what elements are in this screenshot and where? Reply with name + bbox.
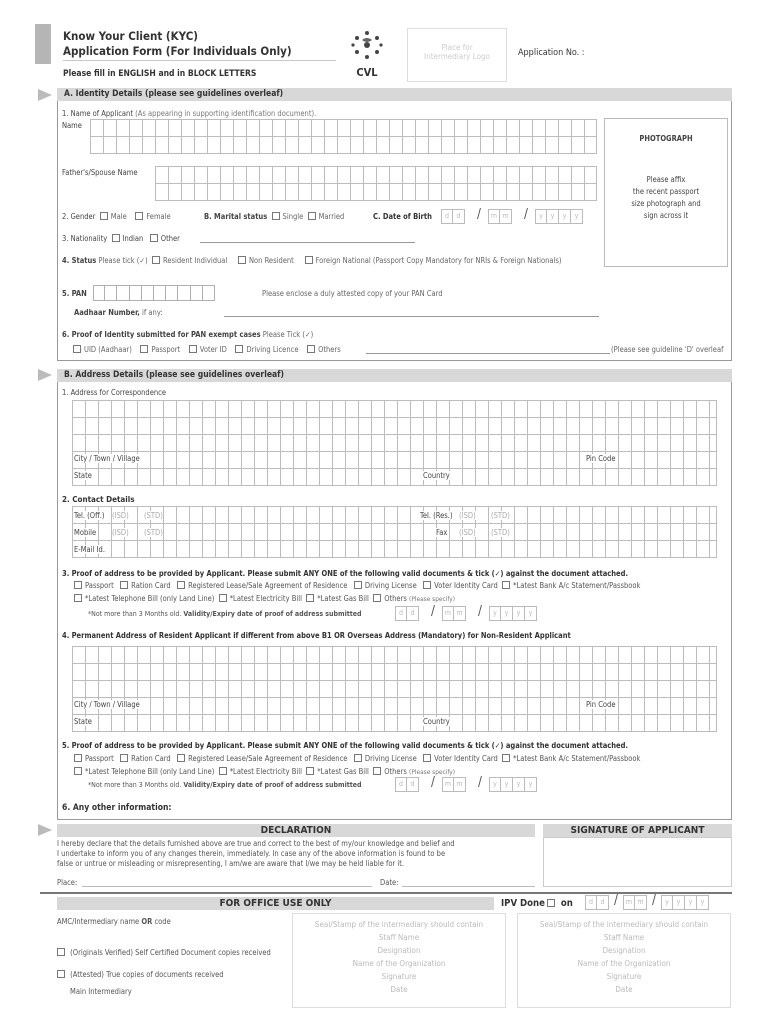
poa-passport-checkbox[interactable] [74,581,82,589]
father-name-input-grid[interactable] [155,166,597,201]
perm-state-label: State [74,717,92,726]
correspondence-address-label: 1. Address for Correspondence [62,388,167,397]
aadhaar-row: Aadhaar Number, if any: [74,308,163,317]
dob-month[interactable]: m m [488,209,512,224]
dob-year[interactable]: y y y y [535,209,583,224]
ipv-date-day[interactable]: d d [585,895,609,910]
amc-row: AMC/Intermediary name OR code [57,917,171,926]
stamp-box-2-designation: Designation [602,946,646,955]
poi-options: UID (Aadhaar) Passport Voter ID Driving Licence Others [73,345,341,354]
marital-row: B. Marital status Single Married [204,212,345,221]
poa-dl-checkbox[interactable] [354,581,362,589]
mobile-label: Mobile [74,528,97,537]
dob-slash-1: / [477,207,481,222]
date-input-line[interactable] [402,886,535,887]
status-nonresident-checkbox[interactable] [238,256,246,264]
stamp-box-1-title: Seal/Stamp of the intermediary should contain [314,920,484,929]
ipv-row: IPV Done on [501,898,573,909]
declaration-text-2: I undertake to inform you of any changes therein, immediately. In case any of the above information is found to be [57,849,446,858]
poa-ration-checkbox[interactable] [120,581,128,589]
poa-label: 3. Proof of address to be provided by Applicant. Please submit ANY ONE of the following valid documents & tick (✓) against the document attached. [62,569,629,578]
stamp-box-2 [517,913,731,1008]
permanent-address-grid[interactable] [72,646,717,732]
poa2-lease-checkbox[interactable] [177,754,185,762]
name-label: Name [62,121,82,130]
name-input-grid[interactable] [90,119,597,154]
poi-others-checkbox[interactable] [307,345,315,353]
pan-label: 5. PAN [62,289,87,298]
fill-instruction: Please fill in ENGLISH and in BLOCK LETTERS [63,69,257,79]
poa2-gas-checkbox[interactable] [306,767,314,775]
gender-male-checkbox[interactable] [100,212,108,220]
signature-heading-bar [543,824,732,837]
poa-voter-checkbox[interactable] [423,581,431,589]
signature-box[interactable] [543,837,732,887]
intermediary-logo-line2: Intermediary Logo [424,52,490,61]
nationality-other-line [200,242,415,243]
declaration-text-1: I hereby declare that the details furnished above are true and correct to the best of my/our knowledge and belief and [57,839,455,848]
cvl-logo [348,28,386,80]
photograph-title: PHOTOGRAPH [639,134,693,143]
poa-validity-day[interactable]: d d [395,606,419,621]
poa2-ration-checkbox[interactable] [120,754,128,762]
tel-off-label: Tel. (Off.) [74,511,105,520]
stamp-box-1-signature: Signature [381,972,417,981]
corr-state-label: State [74,471,92,480]
perm-country-label: Country [423,717,450,726]
nationality-other-checkbox[interactable] [150,234,158,242]
photograph-instr-2: the recent passport [632,187,700,196]
place-label: Place: [57,878,78,887]
poa2-validity-month[interactable]: m m [442,777,466,792]
dob-slash-2: / [524,207,528,222]
attested-copies-checkbox[interactable] [57,970,65,978]
poa-electricity-checkbox[interactable] [219,594,227,602]
photograph-instr-3: size photograph and [631,199,701,208]
ipv-slash-2: / [652,893,656,908]
title-underline [63,60,336,61]
application-no-label: Application No. : [518,48,585,58]
stamp-box-2-date: Date [615,985,633,994]
poa2-validity-slash-1: / [431,775,435,790]
mobile-isd: (ISD) [112,528,129,537]
tel-res-std: (STD) [491,511,510,520]
fax-label: Fax [436,528,448,537]
correspondence-address-grid[interactable] [72,400,717,486]
ipv-done-checkbox[interactable] [547,899,555,907]
corr-city-label: City / Town / Village [74,454,140,463]
poi-guideline-note: (Please see guideline 'D' overleaf [611,345,724,354]
originals-row: (Originals Verified) Self Certified Document copies received [57,948,271,957]
poa-validity-slash-1: / [431,604,435,619]
gender-row: 2. Gender Male Female [62,212,171,221]
pan-input-boxes[interactable] [93,285,215,301]
poi-dl-checkbox[interactable] [235,345,243,353]
status-resident-checkbox[interactable] [152,256,160,264]
cvl-logo-icon [348,28,386,62]
photograph-instr-1: Please affix [646,175,686,184]
poa2-voter-checkbox[interactable] [423,754,431,762]
stamp-box-2-staff: Staff Name [603,933,645,942]
status-foreign-checkbox[interactable] [305,256,313,264]
poa-validity-slash-2: / [478,604,482,619]
poa2-label: 5. Proof of address to be provided by Applicant. Please submit ANY ONE of the following valid documents & tick (✓) against the document attached. [62,741,629,750]
dob-day[interactable]: d d [441,209,465,224]
ipv-date-year[interactable]: y y y y [661,895,709,910]
poa-options-row1: Passport Ration Card Registered Lease/Sale Agreement of Residence Driving License Voter Identity Card *Latest Bank A/c Statement/Passbook [74,581,640,590]
corr-pin-label: Pin Code [586,454,616,463]
pan-note: Please enclose a duly attested copy of your PAN Card [262,289,443,298]
section-b-arrow [38,369,52,381]
poi-label: 6. Proof of Identity submitted for PAN exempt cases Please Tick (✓) [62,330,314,339]
poa-options-row2: *Latest Telephone Bill (only Land Line) *Latest Electricity Bill *Latest Gas Bill Others (Please specify) [74,594,455,603]
poa-telephone-checkbox[interactable] [74,594,82,602]
poa2-validity-slash-2: / [478,775,482,790]
marital-single-checkbox[interactable] [272,212,280,220]
poa2-validity-row: *Not more than 3 Months old. Validity/Expiry date of proof of address submitted [88,781,362,789]
nationality-indian-checkbox[interactable] [112,234,120,242]
section-a-arrow [38,89,52,101]
contact-details-label: 2. Contact Details [62,495,135,504]
attested-row: (Attested) True copies of documents received [57,970,224,979]
signature-heading: SIGNATURE OF APPLICANT [570,825,705,836]
father-name-label: Father's/Spouse Name [62,168,138,177]
ipv-slash-1: / [614,893,618,908]
poa2-passport-checkbox[interactable] [74,754,82,762]
photograph-box [604,118,728,267]
photograph-instr-4: sign across it [643,211,689,220]
poa-gas-checkbox[interactable] [306,594,314,602]
side-tab-mark [35,24,51,64]
stamp-box-1-staff: Staff Name [378,933,420,942]
form-title-line2: Application Form (For Individuals Only) [63,44,292,58]
office-heading: FOR OFFICE USE ONLY [219,898,332,909]
declaration-heading: DECLARATION [260,825,332,836]
poa2-dl-checkbox[interactable] [354,754,362,762]
section-b-heading: B. Address Details (please see guidelines overleaf) [57,369,732,382]
fax-std: (STD) [491,528,510,537]
poa-bank-checkbox[interactable] [502,581,510,589]
status-row: 4. Status Please tick (✓) Resident Individual Non Resident Foreign National (Passport Copy Mandatory for NRIs & Foreign Nationals) [62,256,562,265]
form-title-line1: Know Your Client (KYC) [63,29,199,43]
tel-res-label: Tel. (Res.) [420,511,453,520]
section-a-heading: A. Identity Details (please see guidelines overleaf) [57,88,732,101]
permanent-address-label: 4. Permanent Address of Resident Applicant if different from above B1 OR Overseas Address (Mandatory) for Non-Resident Applicant [62,631,571,640]
poa-lease-checkbox[interactable] [177,581,185,589]
gender-female-checkbox[interactable] [135,212,143,220]
stamp-box-2-title: Seal/Stamp of the intermediary should contain [539,920,709,929]
stamp-box-2-org: Name of the Organization [577,959,671,968]
poa2-telephone-checkbox[interactable] [74,767,82,775]
aadhaar-input-line[interactable] [224,316,599,317]
poa-others-checkbox[interactable] [373,594,381,602]
office-heading-bar [57,897,494,910]
poa2-validity-day[interactable]: d d [395,777,419,792]
poa2-bank-checkbox[interactable] [502,754,510,762]
intermediary-logo-box [407,28,507,82]
poi-others-line[interactable] [366,353,610,354]
stamp-box-1-org: Name of the Organization [352,959,446,968]
fax-isd: (ISD) [459,528,476,537]
date-label: Date: [380,878,399,887]
ipv-date-month[interactable]: m m [623,895,647,910]
poa2-options-row2: *Latest Telephone Bill (only Land Line) *Latest Electricity Bill *Latest Gas Bill Others (Please specify) [74,767,455,776]
poi-uid-checkbox[interactable] [73,345,81,353]
office-divider [40,892,732,894]
poa-validity-month[interactable]: m m [442,606,466,621]
originals-verified-checkbox[interactable] [57,948,65,956]
poi-passport-checkbox[interactable] [140,345,148,353]
poa-validity-row: *Not more than 3 Months old. Validity/Expiry date of proof of address submitted [88,610,362,618]
stamp-box-1-designation: Designation [377,946,421,955]
name-label-num: 1. Name of Applicant (As appearing in supporting identification document). [62,109,317,118]
perm-pin-label: Pin Code [586,700,616,709]
cvl-logo-text: CVL [356,66,378,79]
dob-label: C. Date of Birth [373,212,432,221]
perm-city-label: City / Town / Village [74,700,140,709]
stamp-box-1-date: Date [390,985,408,994]
poa2-validity-year[interactable]: y y y y [489,777,537,792]
nationality-row: 3. Nationality Indian Other [62,234,180,243]
stamp-box-2-signature: Signature [606,972,642,981]
email-label: E-Mail Id. [74,545,105,554]
poa2-options-row1: Passport Ration Card Registered Lease/Sale Agreement of Residence Driving License Voter Identity Card *Latest Bank A/c Statement/Passbook [74,754,640,763]
poi-voter-checkbox[interactable] [189,345,197,353]
tel-res-isd: (ISD) [459,511,476,520]
declaration-text-3: false or untrue or misleading or misrepresenting, I am/we are aware that I/we may be held liable for it. [57,859,405,868]
poa2-others-checkbox[interactable] [373,767,381,775]
mobile-std: (STD) [144,528,163,537]
marital-married-checkbox[interactable] [308,212,316,220]
declaration-arrow [38,824,52,836]
declaration-heading-bar [57,824,535,837]
tel-off-std: (STD) [144,511,163,520]
intermediary-logo-line1: Place for [441,43,473,52]
tel-off-isd: (ISD) [112,511,129,520]
stamp-box-1 [292,913,506,1008]
poa-validity-year[interactable]: y y y y [489,606,537,621]
place-input-line[interactable] [82,886,372,887]
contact-details-grid[interactable] [72,506,717,558]
poa2-electricity-checkbox[interactable] [219,767,227,775]
corr-country-label: Country [423,471,450,480]
main-intermediary-label: Main Intermediary [70,987,132,996]
other-info-label: 6. Any other information: [62,803,172,813]
